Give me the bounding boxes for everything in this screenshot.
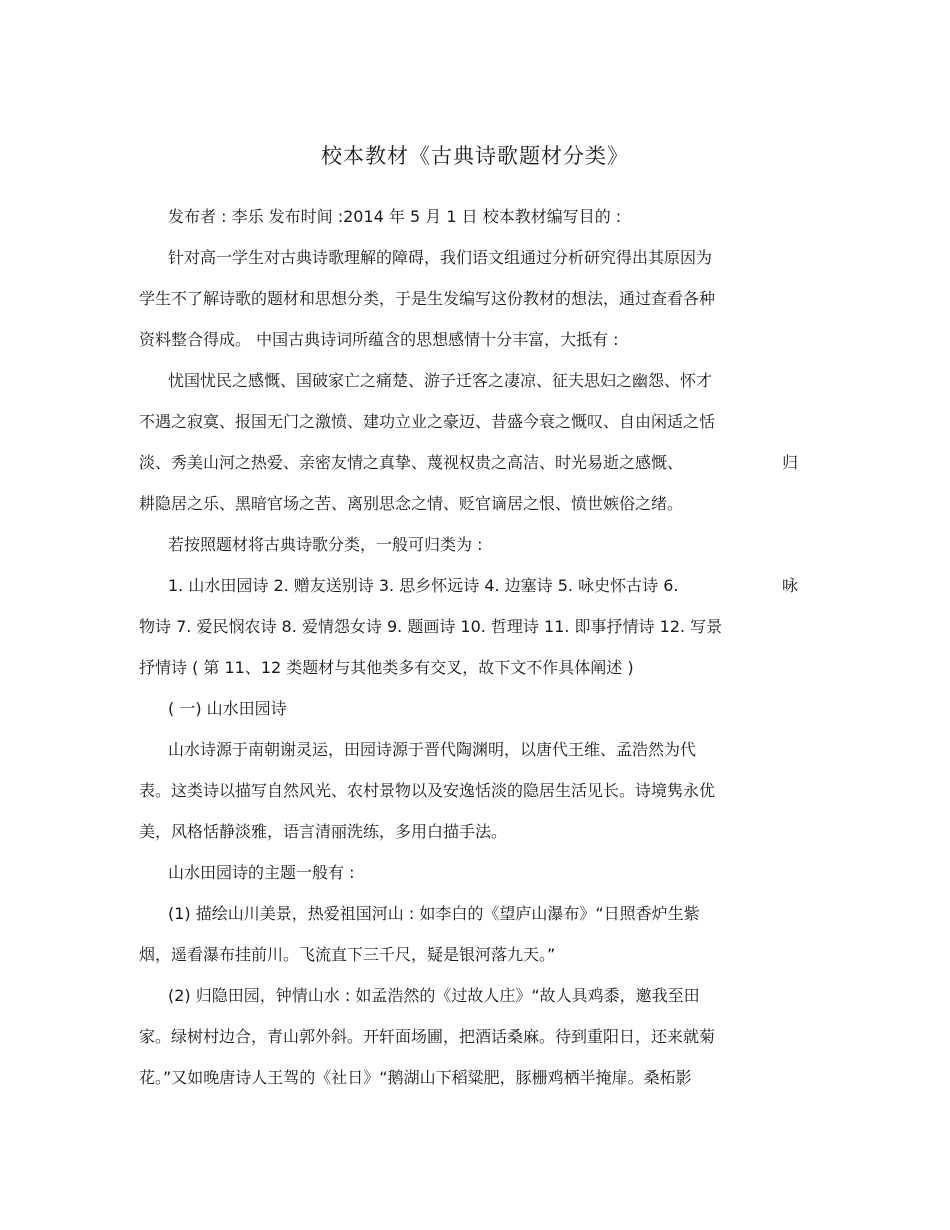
category-list-line: 物诗 7. 爱民悯农诗 8. 爱情怨女诗 9. 题画诗 10. 哲理诗 11. 即事抒情诗 12. 写景	[139, 617, 723, 636]
paragraph-line: 家。绿树村边合，青山郭外斜。开轩面场圃，把酒话桑麻。待到重阳日，还来就菊	[139, 1027, 716, 1046]
paragraph-line: 烟，遥看瀑布挂前川。飞流直下三千尺，疑是银河落九天。”	[139, 945, 556, 964]
paragraph-line: 美，风格恬静淡雅，语言清丽洗练，多用白描手法。	[139, 822, 508, 841]
paragraph-line: (2) 归隐田园，钟情山水 : 如孟浩然的《过故人庄》“故人具鸡黍，邀我至田	[168, 986, 700, 1005]
paragraph-line: 耕隐居之乐、黑暗官场之苦、离别思念之情、贬官谪居之恨、愤世嫉俗之绪。	[139, 494, 684, 513]
paragraph-line: (1) 描绘山川美景，热爱祖国河山 : 如李白的《望庐山瀑布》“日照香炉生紫	[168, 904, 700, 923]
section-heading: ( 一) 山水田园诗	[168, 699, 287, 718]
category-list-line: 抒情诗 ( 第 11、12 类题材与其他类多有交叉，故下文不作具体阐述 )	[139, 658, 634, 677]
paragraph-line: 忧国忧民之感慨、国破家亡之痛楚、游子迁客之凄凉、征夫思妇之幽怨、怀才	[168, 371, 713, 390]
paragraph-line: 山水诗源于南朝谢灵运，田园诗源于晋代陶渊明，以唐代王维、孟浩然为代	[168, 740, 697, 759]
line-end-char: 归	[782, 453, 799, 472]
paragraph-line: 花。”又如晚唐诗人王驾的《社日》“鹅湖山下稻粱肥，豚栅鸡栖半掩扉。桑柘影	[139, 1068, 692, 1087]
category-list-line: 1. 山水田园诗 2. 赠友送别诗 3. 思乡怀远诗 4. 边塞诗 5. 咏史怀古诗 6.	[168, 576, 679, 595]
document-title: 校本教材《古典诗歌题材分类》	[321, 144, 629, 168]
paragraph-line: 表。这类诗以描写自然风光、农村景物以及安逸恬淡的隐居生活见长。诗境隽永优	[139, 781, 716, 800]
paragraph-line: 学生不了解诗歌的题材和思想分类，于是生发编写这份教材的想法，通过查看各种	[139, 289, 716, 308]
publisher-line: 发布者 : 李乐 发布时间 :2014 年 5 月 1 日 校本教材编写目的 :	[168, 207, 622, 226]
paragraph-line: 不遇之寂寞、报国无门之激愤、建功立业之豪迈、昔盛今衰之慨叹、自由闲适之恬	[139, 412, 716, 431]
paragraph-line: 资料整合得成。 中国古典诗词所蕴含的思想感情十分丰富，大抵有 :	[139, 330, 619, 349]
line-end-char: 咏	[782, 576, 799, 595]
paragraph-line: 针对高一学生对古典诗歌理解的障碍，我们语文组通过分析研究得出其原因为	[168, 248, 713, 267]
paragraph-line: 若按照题材将古典诗歌分类，一般可归类为 :	[168, 535, 483, 554]
paragraph-line: 山水田园诗的主题一般有 :	[168, 863, 355, 882]
paragraph-line: 淡、秀美山河之热爱、亲密友情之真挚、蔑视权贵之高洁、时光易逝之感慨、	[139, 453, 684, 472]
